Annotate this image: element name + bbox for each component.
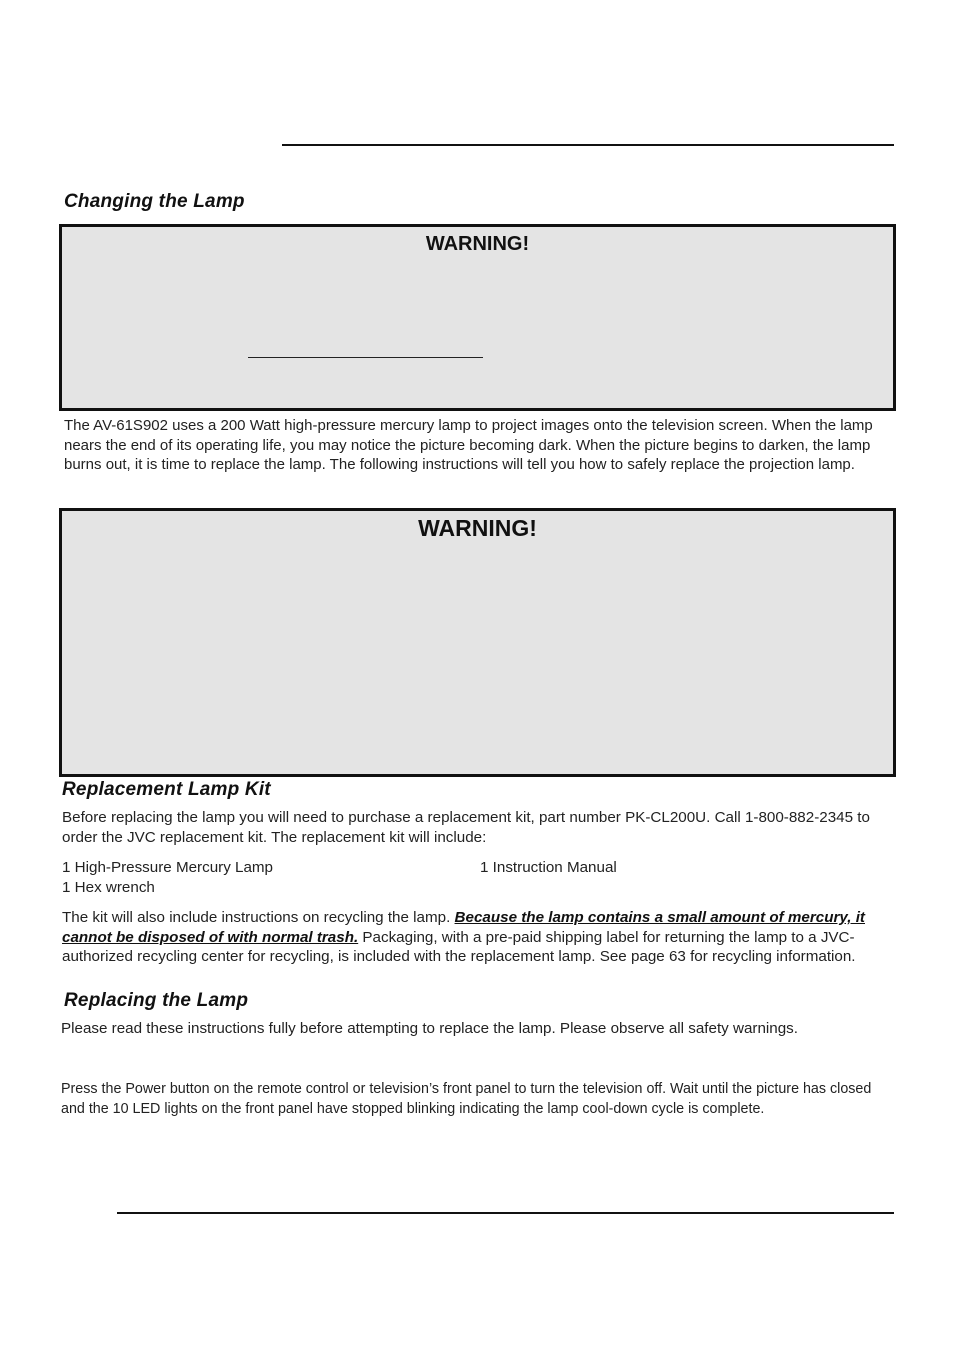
recycling-tail-text: Packaging, with a pre-paid shipping label for returning the lamp to a JVC-authorized recycling center for recycling, is included with the replacement lamp. See page 63 for recycling information. <box>62 928 856 966</box>
warning-title-1: WARNING! <box>425 233 530 255</box>
warning-box-1 <box>59 224 896 411</box>
warning-box-1-rule <box>248 357 483 358</box>
recycling-paragraph <box>62 908 892 967</box>
recycling-lead-text: The kit will also include instructions on recycling the lamp. <box>62 909 455 926</box>
warning-box-2 <box>59 508 896 777</box>
heading-replacement-lamp-kit: Replacement Lamp Kit <box>62 779 271 800</box>
step-power-off-paragraph: Press the Power button on the remote control or television’s front panel to turn the television off. Wait until the picture has closed and the 10 LED lights on the front panel have stopped blinking indicating the lamp cool-down cycle is complete. <box>61 1081 872 1117</box>
kit-item-manual: 1 Instruction Manual <box>480 859 617 876</box>
header-rule <box>282 144 894 146</box>
kit-item-lamp: 1 High-Pressure Mercury Lamp <box>62 859 274 876</box>
heading-replacing-the-lamp: Replacing the Lamp <box>64 990 249 1011</box>
footer-rule <box>117 1212 894 1214</box>
lamp-intro-paragraph: The AV-61S902 uses a 200 Watt high-pressure mercury lamp to project images onto the television screen. When the lamp nears the end of its operating life, you may notice the picture becoming dark. When the picture begins to darken, the lamp burns out, it is time to replace the lamp. The following instructions will tell you how to safely replace the projection lamp. <box>64 417 873 474</box>
heading-changing-the-lamp: Changing the Lamp <box>64 191 245 212</box>
warning-title-2: WARNING! <box>418 515 537 541</box>
kit-intro-paragraph: Before replacing the lamp you will need to purchase a replacement kit, part number PK-CL200U. Call 1-800-882-2345 to order the JVC replacement kit. The replacement kit will include: <box>62 809 870 846</box>
replacing-intro-paragraph: Please read these instructions fully before attempting to replace the lamp. Please observe all safety warnings. <box>61 1020 798 1037</box>
recycling-emphasis-text: Because the lamp contains a small amount of mercury, it cannot be disposed of with normal trash. <box>62 909 865 946</box>
kit-item-hex-wrench: 1 Hex wrench <box>62 879 155 896</box>
